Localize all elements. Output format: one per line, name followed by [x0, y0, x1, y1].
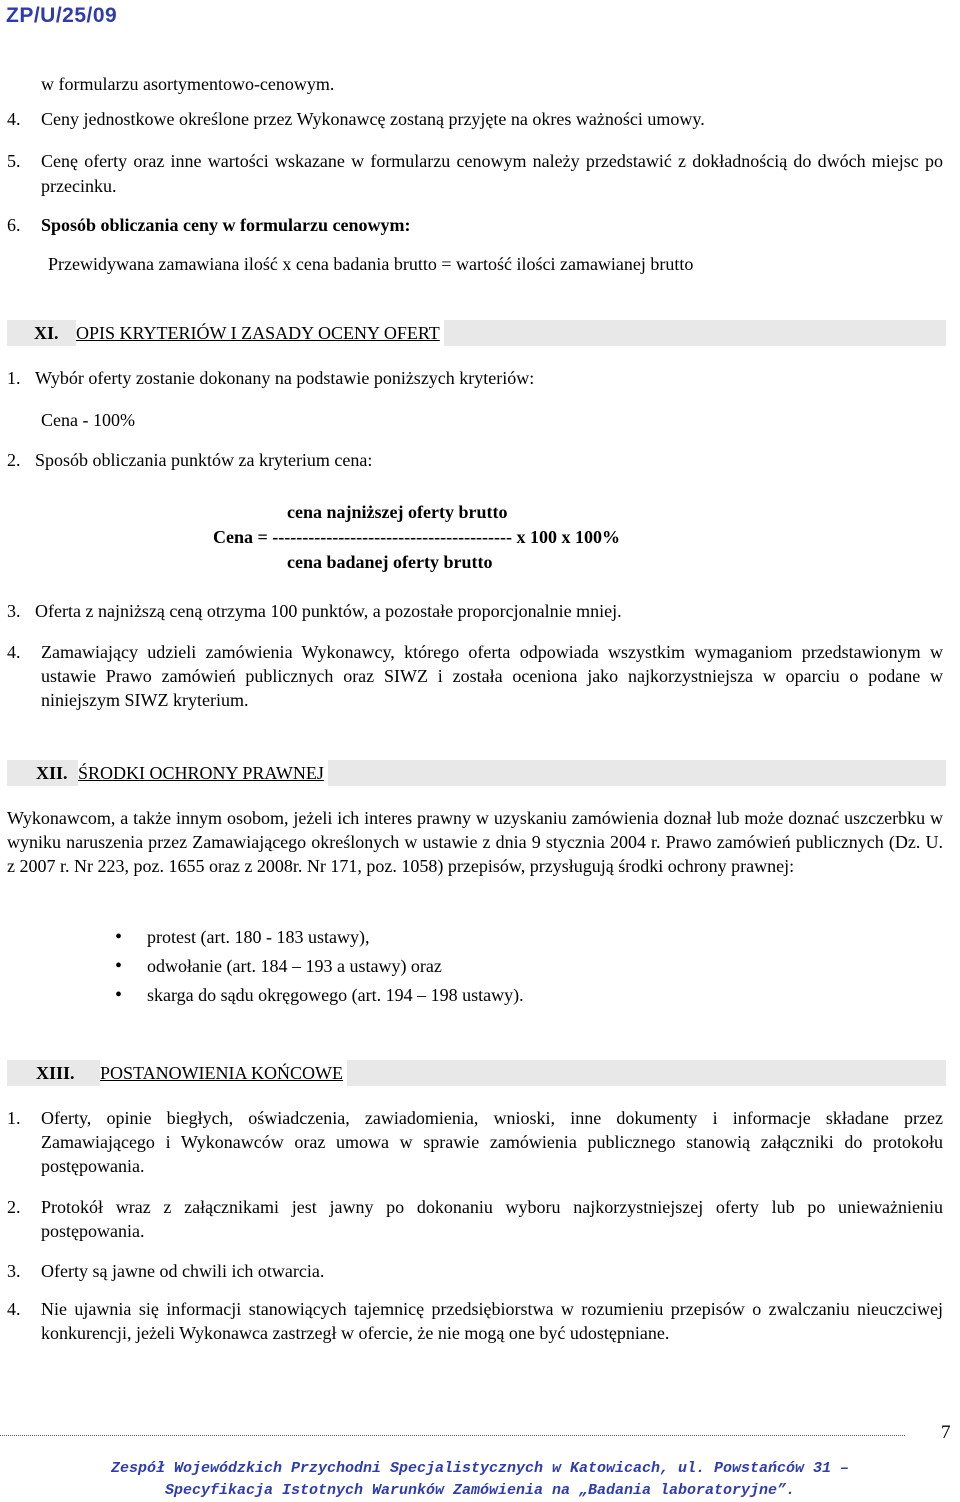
paragraph: Oferty są jawne od chwili ich otwarcia. [41, 1261, 325, 1281]
paragraph: Oferty, opinie biegłych, oświadczenia, zawiadomienia, wnioski, inne dokumenty i informacje składane przez Zamawiającego i Wykonawców oraz umowa w sprawie zamówienia publicznego stanowią załączniki do protokołu postępowania. [41, 1108, 943, 1176]
heading-price-calc: Sposób obliczania ceny w formularzu cenowym: [41, 215, 411, 235]
footer-divider [0, 1435, 905, 1436]
paragraph: Sposób obliczania punktów za kryterium cena: [35, 450, 373, 470]
item-number: 2. [7, 450, 21, 470]
paragraph: Wybór oferty zostanie dokonany na podstawie poniższych kryteriów: [35, 368, 535, 388]
formula-denominator: cena badanej oferty brutto [287, 552, 493, 572]
paragraph: Ceny jednostkowe określone przez Wykonawcę zostaną przyjęte na okres ważności umowy. [41, 109, 705, 129]
formula-numerator: cena najniższej oferty brutto [287, 502, 508, 522]
formula-line: Cena = ---------------------------------------- x 100 x 100% [213, 527, 621, 547]
item-number: 3. [7, 1261, 21, 1281]
intro-line: w formularzu asortymentowo-cenowym. [41, 74, 335, 94]
paragraph: Protokół wraz z załącznikami jest jawny po dokonaniu wyboru najkorzystniejszej oferty lub po unieważnieniu postępowania. [41, 1197, 943, 1241]
paragraph: Oferta z najniższą ceną otrzyma 100 punktów, a pozostałe proporcjonalnie mniej. [35, 601, 622, 621]
page-number: 7 [941, 1422, 951, 1443]
list-item: protest (art. 180 - 183 ustawy), [147, 927, 370, 947]
document-code: ZP/U/25/09 [6, 4, 118, 27]
paragraph: Wykonawcom, a także innym osobom, jeżeli ich interes prawny w uzyskaniu zamówienia doznał lub może doznać uszczerbku w wyniku naruszenia przez Zamawiającego określonych w ustawie z dnia 9 stycznia 2004 r. Prawo zamówień publicznych (Dz. U. z 2007 r. Nr 223, poz. 1655 oraz z 2008r. Nr 171, poz. 1058) przepisów, przysługują środki ochrony prawnej: [7, 808, 943, 876]
section-title: ŚRODKI OCHRONY PRAWNEJ [78, 760, 328, 786]
item-number: 3. [7, 601, 21, 621]
section-title: POSTANOWIENIA KOŃCOWE [100, 1060, 347, 1086]
list-item: odwołanie (art. 184 – 193 a ustawy) oraz [147, 956, 442, 976]
item-number: 6. [7, 215, 21, 235]
footer-line-2: Specyfikacja Istotnych Warunków Zamówienia na „Badania laboratoryjne”. [164, 1482, 796, 1499]
bullet-icon: • [115, 926, 123, 948]
section-title: OPIS KRYTERIÓW I ZASADY OCENY OFERT [76, 320, 444, 346]
paragraph: Nie ujawnia się informacji stanowiących tajemnicę przedsiębiorstwa w rozumieniu przepisów o zwalczaniu nieuczciwej konkurencji, jeżeli Wykonawca zastrzegł w ofercie, że nie mogą one być udostępniane. [41, 1299, 943, 1343]
section-number: XII. [36, 763, 68, 783]
item-number: 1. [7, 368, 21, 388]
item-number: 4. [7, 642, 21, 662]
list-item: skarga do sądu okręgowego (art. 194 – 198 ustawy). [147, 985, 524, 1005]
item-number: 4. [7, 1299, 21, 1319]
section-number: XI. [34, 323, 59, 343]
price-formula: Przewidywana zamawiana ilość x cena badania brutto = wartość ilości zamawianej brutto [48, 254, 694, 274]
item-number: 2. [7, 1197, 21, 1217]
footer-line-1: Zespół Wojewódzkich Przychodni Specjalistycznych w Katowicach, ul. Powstańców 31 – [110, 1460, 850, 1477]
criterion: Cena - 100% [41, 410, 135, 430]
bullet-icon: • [115, 984, 123, 1006]
item-number: 4. [7, 109, 21, 129]
section-number: XIII. [36, 1063, 75, 1083]
paragraph: Cenę oferty oraz inne wartości wskazane w formularzu cenowym należy przedstawić z dokładnością do dwóch miejsc po przecinku. [41, 151, 943, 196]
item-number: 1. [7, 1108, 21, 1128]
bullet-icon: • [115, 955, 123, 977]
item-number: 5. [7, 151, 21, 171]
paragraph: Zamawiający udzieli zamówienia Wykonawcy, którego oferta odpowiada wszystkim wymaganiom przedstawionym w ustawie Prawo zamówień publicznych oraz SIWZ i została oceniona jako najkorzystniejsza w oparciu o podane w niniejszym SIWZ kryterium. [41, 642, 943, 710]
